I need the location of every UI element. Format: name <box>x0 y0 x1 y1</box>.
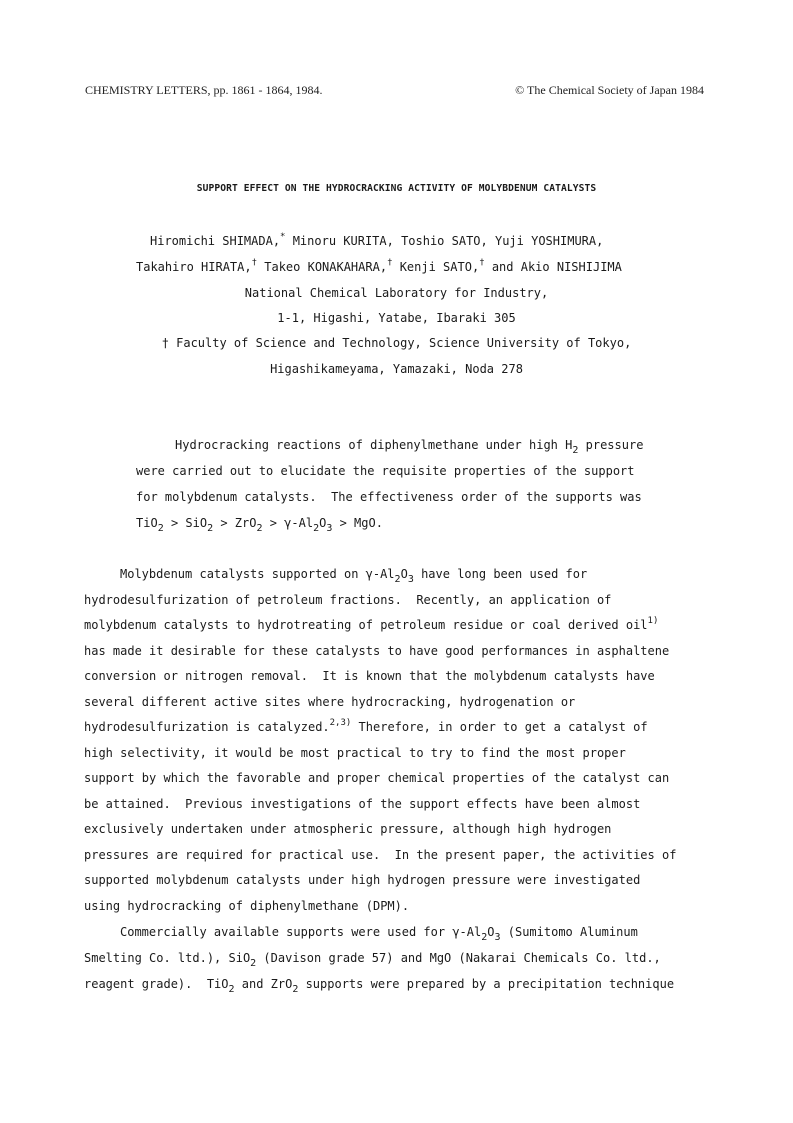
abstract-line-1: Hydrocracking reactions of diphenylmethane under high $H_2$ pressure <box>175 438 644 456</box>
dagger-mark: † <box>251 258 258 268</box>
corresponding-author-mark: * <box>280 232 286 242</box>
author-line-1: Hiromichi SHIMADA,* Minoru KURITA, Toshio SATO, Yuji YOSHIMURA, <box>150 232 604 248</box>
body-line-16: Smelting Co. ltd.), SiO$_2$ (Davison grade 57) and MgO (Nakarai Chemicals Co. ltd., <box>84 951 661 969</box>
body-line-2: hydrodesulfurization of petroleum fractions. Recently, an application of <box>84 593 612 607</box>
body-line-1: Molybdenum catalysts supported on $\gamma-Al_2O_3$ have long been used for <box>120 567 588 585</box>
body-line-13: supported molybdenum catalysts under high hydrogen pressure were investigated <box>84 873 641 887</box>
affiliation-2-line-2: Higashikameyama, Yamazaki, Noda 278 <box>270 362 523 376</box>
body-line-5: conversion or nitrogen removal. It is known that the molybdenum catalysts have <box>84 669 655 683</box>
journal-citation: CHEMISTRY LETTERS, pp. 1861 - 1864, 1984. <box>85 83 323 97</box>
body-line-15: Commercially available supports were used for $\gamma-Al_2O_3$ (Sumitomo Aluminum <box>120 925 638 943</box>
affiliation-1-line-2: 1-1, Higashi, Yatabe, Ibaraki 305 <box>277 311 516 325</box>
abstract-line-3: for molybdenum catalysts. The effectiveness order of the supports was <box>136 490 642 504</box>
affiliation-2-line-1: † Faculty of Science and Technology, Science University of Tokyo, <box>161 336 632 350</box>
body-line-6: several different active sites where hydrocracking, hydrogenation or <box>84 695 576 709</box>
affiliation-1-line-1: National Chemical Laboratory for Industry, <box>244 286 549 300</box>
body-line-9: support by which the favorable and proper chemical properties of the catalyst can <box>84 771 670 785</box>
abstract-line-2: were carried out to elucidate the requisite properties of the support <box>136 464 635 478</box>
author-line-2: Takahiro HIRATA,† Takeo KONAKAHARA,† Kenji SATO,† and Akio NISHIJIMA <box>136 258 622 274</box>
reference-1: 1) <box>647 616 659 626</box>
body-line-4: has made it desirable for these catalysts to have good performances in asphaltene <box>84 644 670 658</box>
body-line-14: using hydrocracking of diphenylmethane (DPM). <box>84 899 410 913</box>
reference-2-3: 2,3) <box>329 718 352 728</box>
dagger-mark: † <box>387 258 393 268</box>
body-line-10: be attained. Previous investigations of the support effects have been almost <box>84 797 641 811</box>
body-line-7: hydrodesulfurization is catalyzed.$^{2,3)}$ Therefore, in order to get a catalyst of <box>84 718 648 734</box>
copyright-notice: © The Chemical Society of Japan 1984 <box>515 83 704 97</box>
dagger-mark: † <box>479 258 485 268</box>
body-line-17: reagent grade). TiO$_2$ and ZrO$_2$ supports were prepared by a precipitation technique <box>84 977 675 995</box>
abstract-line-4: $TiO_2 > SiO_2 > ZrO_2 > \gamma-Al_2O_3$ > MgO. <box>136 516 383 534</box>
body-line-12: pressures are required for practical use. In the present paper, the activities of <box>84 848 677 862</box>
body-line-3: molybdenum catalysts to hydrotreating of petroleum residue or coal derived oil$^{1)}$ <box>84 616 659 632</box>
body-line-8: high selectivity, it would be most practical to try to find the most proper <box>84 746 626 760</box>
body-line-11: exclusively undertaken under atmospheric pressure, although high hydrogen <box>84 822 612 836</box>
paper-title: SUPPORT EFFECT ON THE HYDROCRACKING ACTIVITY OF MOLYBDENUM CATALYSTS <box>196 183 597 194</box>
